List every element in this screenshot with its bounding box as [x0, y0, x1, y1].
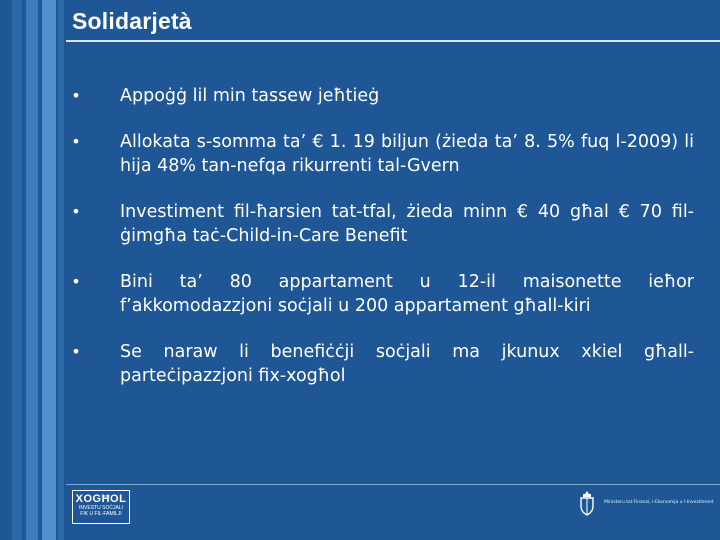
list-item — [66, 270, 694, 318]
bullet-text: Appoġġ lil min tassew jeħtieġ — [120, 86, 380, 106]
stripe — [26, 0, 38, 540]
logo-subtitle: FIK U FIL-FAMILJI — [80, 511, 122, 517]
ministry-name: Ministeru tal-Finanzi, l-Ekonomija u l-Investiment — [604, 500, 714, 505]
logo-subtitle: INVESTU SOĊJALI — [79, 505, 123, 511]
decorative-stripes — [0, 0, 66, 540]
footer-divider — [66, 484, 720, 485]
coat-of-arms-icon — [578, 490, 596, 516]
title-divider — [66, 40, 720, 42]
list-item — [66, 340, 694, 388]
slide-title: Solidarjetà — [72, 8, 192, 34]
list-item — [66, 200, 694, 248]
bullet-marker: • — [71, 272, 81, 291]
bullet-text: Allokata s-somma ta’ € 1. 19 biljun (żieda ta’ 8. 5% fuq l-2009) li hija 48% tan-nefqa rikurrenti tal-Gvern — [120, 132, 694, 176]
bullet-marker: • — [71, 132, 81, 151]
stripe — [58, 0, 64, 540]
bullet-text: Bini ta’ 80 appartament u 12-il maisonette ieħor f’akkomodazzjoni soċjali u 200 appartament għall-kiri — [120, 272, 694, 316]
bullet-marker: • — [71, 342, 81, 361]
logo-title: XOGĦOL — [75, 493, 127, 505]
list-item — [66, 130, 694, 178]
bullet-marker: • — [71, 202, 81, 221]
bullet-text: Investiment fil-ħarsien tat-tfal, żieda minn € 40 għal € 70 fil-ġimgħa taċ-Child-in-Care Benefit — [120, 202, 694, 246]
xoghol-logo — [72, 490, 130, 524]
list-item — [66, 84, 694, 108]
stripe — [12, 0, 22, 540]
bullet-text: Se naraw li benefiċċji soċjali ma jkunux xkiel għall-parteċipazzjoni fix-xogħol — [120, 342, 694, 386]
bullet-list — [66, 84, 694, 410]
bullet-marker: • — [71, 86, 81, 105]
stripe — [42, 0, 56, 540]
